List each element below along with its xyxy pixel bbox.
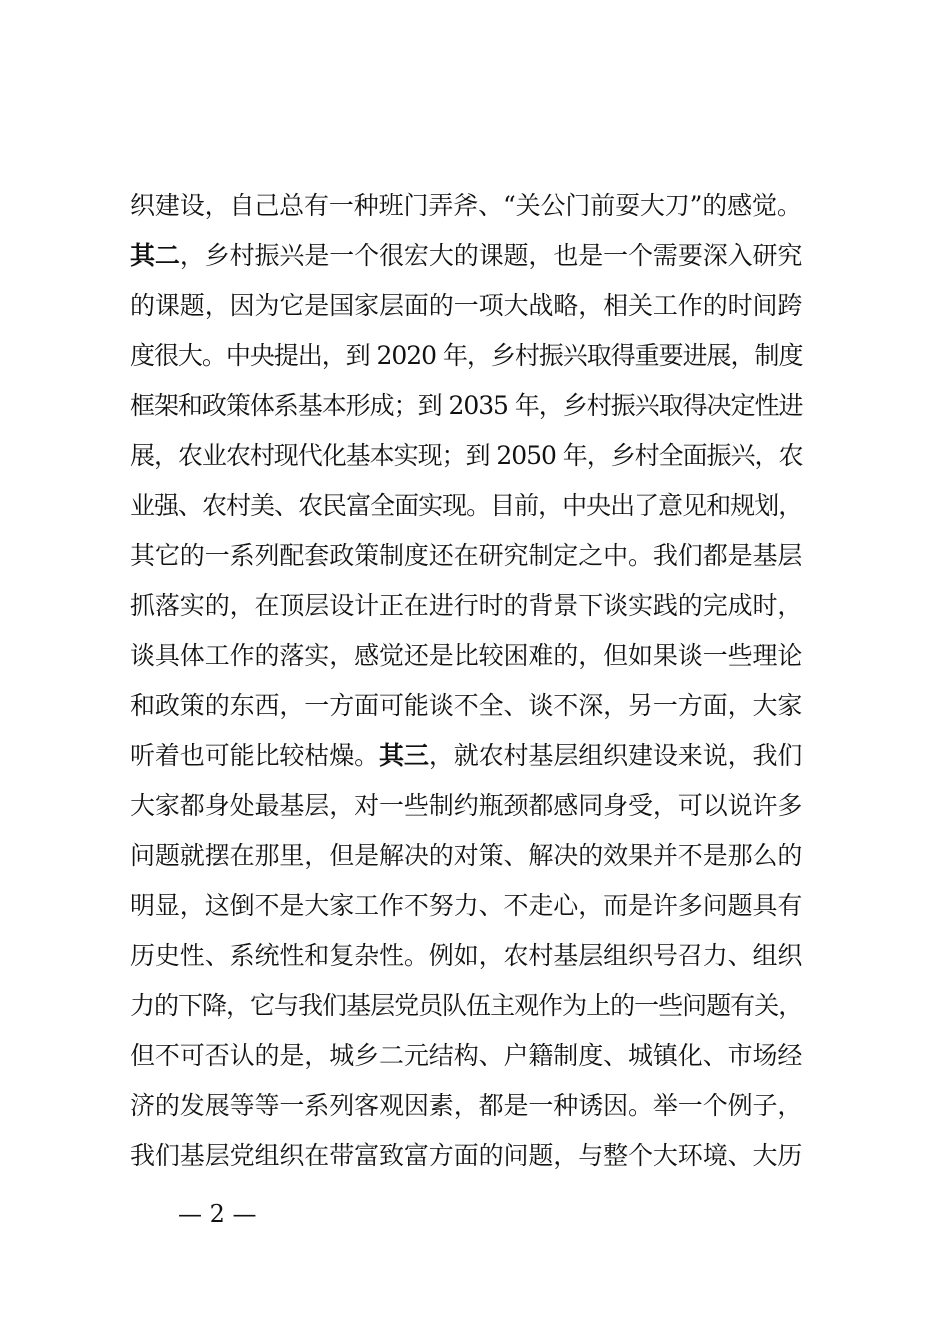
text-line: 框架和政策体系基本形成；到 2035 年，乡村振兴取得决定性进: [130, 391, 803, 420]
text-line: 历史性、系统性和复杂性。例如，农村基层组织号召力、组织: [130, 941, 803, 970]
text-line: 展，农业农村现代化基本实现；到 2050 年，乡村全面振兴，农: [130, 441, 803, 470]
bold-lead: 其二: [130, 241, 180, 270]
text-line: 问题就摆在那里，但是解决的对策、解决的效果并不是那么的: [130, 841, 803, 870]
line-text: ，就农村基层组织建设来说，我们: [428, 741, 803, 770]
line-text: 听着也可能比较枯燥。: [130, 741, 380, 770]
text-line: 大家都身处最基层，对一些制约瓶颈都感同身受，可以说许多: [130, 791, 803, 820]
text-line: 济的发展等等一系列客观因素，都是一种诱因。举一个例子，: [130, 1091, 803, 1120]
line-text: ，乡村振兴是一个很宏大的课题，也是一个需要深入研究: [179, 241, 803, 270]
text-line: 抓落实的，在顶层设计正在进行时的背景下谈实践的完成时，: [130, 591, 803, 620]
text-line: [130, 730, 850, 782]
text-line: 业强、农村美、农民富全面实现。目前，中央出了意见和规划，: [130, 491, 803, 520]
page-number: — 2 —: [178, 1200, 257, 1228]
text-line: 我们基层党组织在带富致富方面的问题，与整个大环境、大历: [130, 1141, 803, 1170]
text-line: 但不可否认的是，城乡二元结构、户籍制度、城镇化、市场经: [130, 1041, 803, 1070]
text-line: 和政策的东西，一方面可能谈不全、谈不深，另一方面，大家: [130, 691, 803, 720]
bold-lead: 其三: [379, 741, 429, 770]
text-line: [130, 230, 850, 282]
text-line: 的课题，因为它是国家层面的一项大战略，相关工作的时间跨: [130, 291, 803, 320]
text-line: 度很大。中央提出，到 2020 年，乡村振兴取得重要进展，制度: [130, 341, 803, 370]
text-line: 其它的一系列配套政策制度还在研究制定之中。我们都是基层: [130, 541, 803, 570]
text-line: 明显，这倒不是大家工作不努力、不走心，而是许多问题具有: [130, 891, 803, 920]
text-line: 谈具体工作的落实，感觉还是比较困难的，但如果谈一些理论: [130, 641, 803, 670]
text-line: 力的下降，它与我们基层党员队伍主观作为上的一些问题有关，: [130, 991, 803, 1020]
text-line: 织建设，自己总有一种班门弄斧、“关公门前耍大刀”的感觉。: [130, 191, 802, 220]
